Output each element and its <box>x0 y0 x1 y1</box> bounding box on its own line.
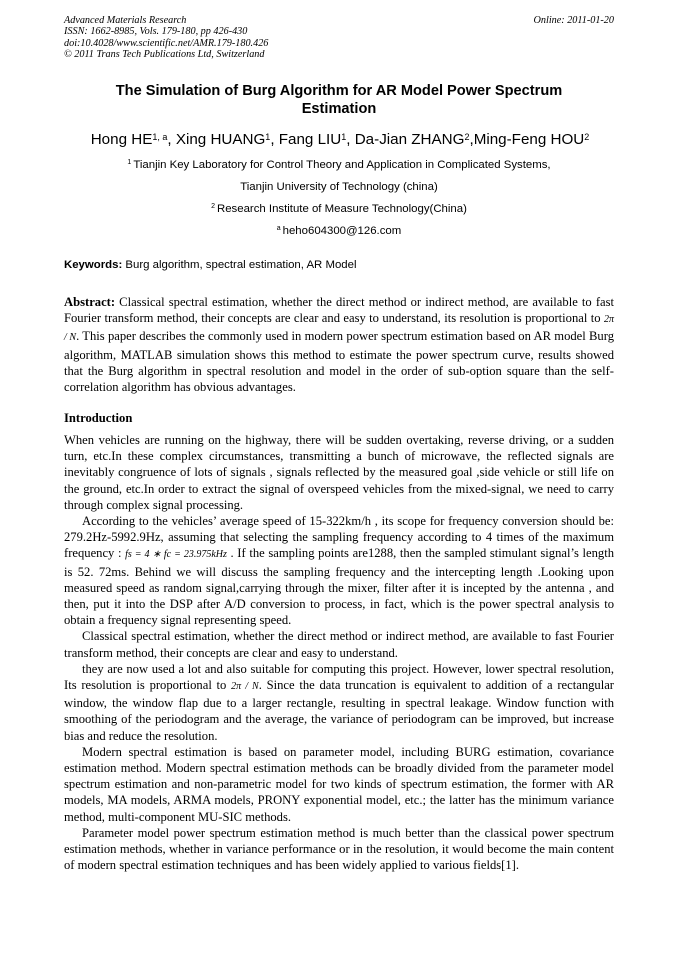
keywords-label: Keywords: <box>64 259 123 271</box>
paragraph <box>64 513 614 628</box>
author-sup: 2 <box>584 132 590 142</box>
author-sep: , <box>469 131 474 148</box>
author-list <box>40 130 640 150</box>
section-heading-introduction: Introduction <box>64 411 133 425</box>
author-name: Xing HUANG <box>175 131 266 148</box>
paragraph: Modern spectral estimation is based on parameter model, including BURG estimation, covariance estimation method. Modern spectral estimation methods can be broadly divided from the parameter model spectrum estimation and non-parametric model for two kinds of spectrum estimation, the former with AR models, MA models, ARMA models, PRONY exponential model, etc.; the latter has the minimum variance method, multi-component MU-SIC methods. <box>64 744 614 824</box>
affiliation-sup: 2 <box>211 203 215 210</box>
author-sep: , <box>346 131 355 148</box>
keywords <box>64 258 614 272</box>
author-name: Hong HE <box>90 131 153 148</box>
affiliation-text: Tianjin University of Technology (china) <box>240 181 438 193</box>
affiliation-1 <box>64 158 614 172</box>
author-name: Ming-Feng HOU <box>473 131 585 148</box>
copyright-line: © 2011 Trans Tech Publications Ltd, Switzerland <box>64 49 265 61</box>
affiliation-2 <box>64 202 614 216</box>
author-name: Fang LIU <box>278 131 342 148</box>
frequency-formula: fs = 4 ∗ fc = 23.975kHz <box>125 549 227 561</box>
doi-line[interactable]: doi:10.4028/www.scientific.net/AMR.179-180.426 <box>64 37 269 49</box>
affiliation-sup: 1 <box>127 159 132 166</box>
abstract <box>64 294 614 395</box>
author-email <box>64 224 614 238</box>
affiliation-text: Research Institute of Measure Technology(China) <box>217 203 467 215</box>
paragraph-text: . Since the data truncation is equivalent to addition of a rectangular window, the window flap due to a larger rectangle, resulting in spectral leakage. Window function with smoothing of the periodogram and the average, the variance of periodogram can be improved, but increase bias and reduce the resolution. <box>64 678 614 743</box>
paragraph-text: . If the sampling points are1288, then the sampled stimulant signal’s length is 52. 72ms. Behind we will discuss the sampling frequency and the intercepting length .Looking upon measured speed as random signal,carrying through the mixer, filter after it is incepted by the antenna , and then, put it into the DSP after A/D conversion to process, in fact, which is the power spectral analysis to obtain a frequency signal representing speed. <box>64 546 614 628</box>
affiliation-text: Tianjin Key Laboratory for Control Theory and Application in Complicated Systems, <box>133 159 551 171</box>
journal-header <box>64 15 614 61</box>
affiliation-1-cont <box>64 180 614 194</box>
introduction-body <box>64 432 614 873</box>
paragraph <box>64 661 614 744</box>
author-name: Da-Jian ZHANG <box>354 131 465 148</box>
abstract-formula: 2π / N <box>64 314 614 344</box>
abstract-text: Classical spectral estimation, whether the direct method or indirect method, are available to fast Fourier transform method, their concepts are clear and easy to understand, its resolution is proportional to <box>64 295 614 326</box>
paragraph: Classical spectral estimation, whether the direct method or indirect method, are available to fast Fourier transform method, their concepts are clear and easy to understand. <box>64 629 614 660</box>
email-sup: a <box>276 225 281 232</box>
keywords-text: Burg algorithm, spectral estimation, AR Model <box>122 259 357 271</box>
paragraph-text: they are now used a lot and also suitable for computing this project. However, lower spectral resolution, Its resolution is proportional to <box>64 661 614 693</box>
title-line-1: The Simulation of Burg Algorithm for AR Model Power Spectrum <box>115 83 563 99</box>
email-address[interactable]: heho604300@126.com <box>282 225 402 237</box>
issn-line: ISSN: 1662-8985, Vols. 179-180, pp 426-430 <box>64 26 248 38</box>
resolution-formula: 2π / N <box>231 681 259 693</box>
author-sep: , <box>270 131 279 148</box>
paragraph: Parameter model power spectrum estimation method is much better than the classical power spectrum estimation methods, whether in variance performance or in the resolution, it would become the main content of modern spectral estimation techniques and has been widely applied to various fields[1]. <box>64 825 614 873</box>
author-sup: 1 <box>265 132 271 142</box>
abstract-label: Abstract: <box>64 295 116 309</box>
author-sup: 2 <box>464 132 470 142</box>
paragraph-text: According to the vehicles’ average speed of 15-322km/h , its scope for frequency conversion should be: 279.2Hz-5992.9Hz, assuming that selecting the sampling frequency according to 4 times of the maximum frequency : <box>64 514 614 561</box>
author-sup: 1 <box>341 132 347 142</box>
author-sep: , <box>167 131 176 148</box>
paragraph: When vehicles are running on the highway, there will be sudden overtaking, reverse driving, or a sudden turn, etc.In these complex circumstances, transmitting a bunch of microwave, the reflected signals are inevitably congruence of lots of signals , signals reflected by the measured goal ,side vehicle or still life on the ground, etc.In order to extract the signal of overspeed vehicles from the mixed-signal, we need to carry through complex signal processing. <box>64 433 614 512</box>
paper-title <box>64 82 614 118</box>
online-date: Online: 2011-01-20 <box>533 15 614 26</box>
journal-name: Advanced Materials Research <box>64 15 187 26</box>
title-line-2: Estimation <box>301 101 377 117</box>
author-sup: 1, a <box>152 132 168 142</box>
abstract-text: . This paper describes the commonly used in modern power spectrum estimation based on AR model Burg algorithm, MATLAB simulation shows this method to estimate the power spectrum curve, results showed that the Burg algorithm in spectral resolution and model in the order of sub-option square than the self-correlation algorithm has obvious advantages. <box>64 329 614 395</box>
